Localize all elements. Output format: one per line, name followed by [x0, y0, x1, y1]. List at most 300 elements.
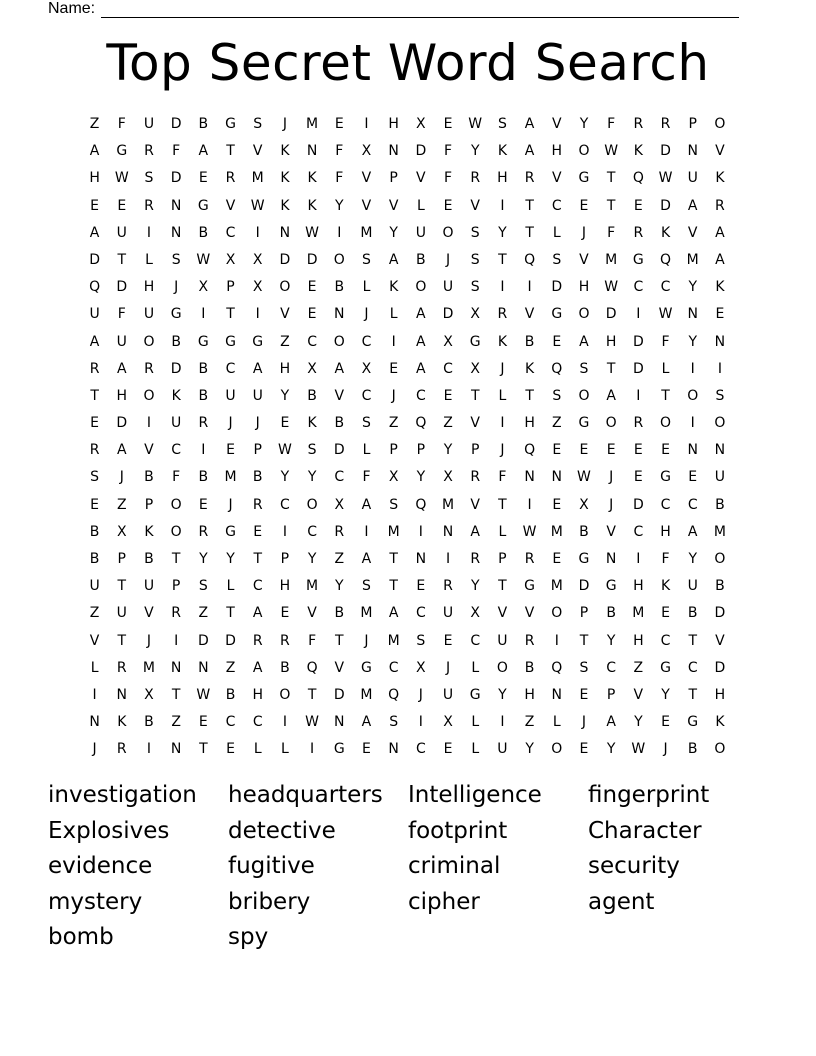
grid-letter: H [605, 333, 617, 350]
grid-letter: R [497, 306, 508, 323]
grid-letter: U [143, 116, 155, 132]
grid-letter: V [606, 523, 616, 540]
grid-letter: I [418, 523, 423, 540]
grid-letter: H [633, 632, 644, 649]
grid-letter: E [443, 197, 453, 214]
word-list-item: fingerprint [588, 782, 710, 808]
grid-letter: E [579, 442, 589, 459]
grid-letter: B [307, 387, 317, 404]
grid-letter: Y [498, 686, 507, 703]
grid-row [81, 464, 734, 491]
grid-letter: T [606, 197, 616, 214]
grid-letter: C [633, 523, 644, 540]
grid-letter: I [527, 496, 532, 513]
grid-letter: U [89, 578, 100, 595]
grid-letter: S [579, 360, 589, 377]
grid-letter: A [715, 224, 725, 241]
grid-letter: R [280, 632, 290, 649]
grid-letter: E [90, 197, 100, 214]
grid-letter: C [334, 469, 345, 486]
grid-letter: D [714, 605, 726, 622]
grid-letter: L [145, 251, 153, 268]
grid-letter: R [524, 551, 535, 567]
grid-letter: C [225, 714, 236, 731]
grid-letter: I [282, 714, 287, 731]
grid-letter: G [660, 659, 671, 676]
grid-letter: J [255, 415, 260, 432]
grid-letter: Y [470, 143, 480, 160]
grid-letter: G [605, 578, 617, 595]
grid-letter: S [307, 442, 317, 459]
grid-letter: M [550, 578, 563, 595]
grid-letter: K [389, 279, 399, 296]
grid-letter: X [579, 496, 589, 513]
grid-letter: C [252, 578, 263, 595]
grid-letter: X [470, 360, 481, 377]
grid-letter: V [225, 197, 236, 214]
grid-letter: Y [389, 224, 398, 241]
grid-letter: D [116, 415, 128, 432]
grid-letter: I [174, 632, 179, 649]
grid-letter: L [226, 578, 235, 595]
grid-letter: E [307, 306, 317, 323]
grid-letter: E [661, 714, 670, 731]
word-list-item: cipher [408, 888, 480, 915]
grid-letter: H [497, 170, 508, 187]
grid-letter: E [226, 442, 235, 459]
grid-letter: B [579, 523, 589, 540]
grid-letter: G [632, 251, 644, 268]
grid-letter: C [660, 632, 671, 649]
grid-letter: Q [388, 686, 400, 703]
grid-letter: A [687, 523, 698, 540]
grid-letter: R [633, 116, 644, 132]
grid-letter: T [579, 632, 589, 649]
grid-letter: A [416, 333, 426, 350]
grid-letter: Y [688, 551, 697, 567]
grid-letter: P [389, 442, 398, 459]
grid-letter: L [281, 741, 289, 758]
grid-row [81, 736, 734, 763]
grid-letter: N [198, 659, 209, 676]
grid-letter: F [172, 469, 181, 486]
grid-letter: V [470, 197, 480, 214]
grid-letter: T [199, 741, 208, 758]
grid-letter: Z [334, 551, 345, 567]
grid-letter: M [387, 523, 400, 540]
grid-letter: U [442, 279, 454, 296]
grid-letter: Y [470, 578, 480, 595]
grid-letter: E [198, 714, 208, 731]
grid-letter: B [198, 469, 209, 486]
word-list-item: spy [228, 924, 269, 951]
grid-letter: P [389, 170, 398, 187]
grid-letter: T [226, 306, 235, 323]
grid-letter: Z [89, 605, 100, 622]
grid-letter: A [579, 333, 589, 350]
grid-letter: Y [579, 116, 589, 132]
grid-row [81, 709, 734, 736]
grid-letter: J [609, 469, 614, 486]
grid-letter: H [578, 279, 590, 296]
grid-letter: A [334, 360, 345, 377]
grid-letter: O [714, 741, 726, 758]
grid-letter: U [116, 333, 127, 350]
grid-letter: Q [632, 170, 644, 187]
grid-letter: O [279, 279, 291, 296]
grid-letter: Y [606, 741, 616, 758]
grid-letter: E [552, 496, 562, 513]
grid-letter: L [498, 523, 507, 540]
name-underline[interactable] [101, 3, 739, 18]
grid-letter: N [89, 714, 100, 731]
grid-letter: G [197, 197, 209, 214]
grid-letter: C [361, 387, 372, 404]
grid-letter: I [690, 415, 695, 432]
grid-letter: Q [415, 496, 427, 513]
word-list-item: Intelligence [408, 782, 542, 808]
grid-letter: N [170, 741, 182, 758]
grid-letter: G [225, 333, 236, 350]
grid-letter: M [142, 659, 156, 676]
grid-letter: D [170, 170, 182, 187]
grid-letter: Y [226, 551, 235, 567]
grid-letter: P [498, 551, 507, 567]
grid-letter: E [117, 197, 127, 214]
grid-letter: D [415, 143, 427, 160]
grid-letter: M [550, 523, 563, 540]
grid-letter: F [661, 333, 670, 350]
grid-letter: V [280, 306, 290, 323]
grid-letter: E [307, 279, 317, 296]
grid-letter: C [171, 442, 182, 459]
grid-letter: J [364, 632, 369, 649]
grid-letter: Y [307, 551, 317, 567]
grid-letter: Y [280, 469, 290, 486]
grid-letter: S [470, 224, 480, 241]
grid-row [81, 220, 734, 247]
grid-letter: A [252, 605, 263, 622]
grid-letter: E [579, 686, 589, 703]
grid-letter: I [364, 116, 369, 132]
grid-letter: X [144, 686, 154, 703]
grid-letter: G [252, 333, 264, 350]
grid-letter: S [497, 116, 507, 132]
grid-letter: M [360, 686, 373, 703]
grid-letter: E [715, 306, 725, 323]
grid-letter: D [632, 333, 644, 350]
word-list-item: Explosives [48, 817, 170, 844]
grid-letter: E [389, 360, 399, 377]
grid-letter: A [89, 224, 100, 241]
grid-letter: B [144, 551, 154, 567]
grid-letter: I [500, 714, 505, 731]
grid-letter: J [445, 659, 451, 676]
grid-letter: O [714, 415, 726, 432]
grid-letter: T [117, 578, 127, 595]
grid-letter: S [171, 251, 181, 268]
grid-letter: Q [89, 279, 101, 296]
grid-letter: I [364, 523, 369, 540]
grid-letter: P [253, 442, 262, 459]
grid-letter: B [687, 741, 698, 758]
grid-letter: S [579, 659, 589, 676]
grid-letter: W [577, 469, 591, 486]
grid-row [81, 138, 734, 165]
grid-letter: L [362, 442, 371, 459]
grid-letter: O [660, 415, 672, 432]
grid-letter: G [469, 333, 481, 350]
grid-letter: A [606, 714, 616, 731]
grid-letter: I [255, 224, 260, 241]
grid-letter: I [282, 523, 287, 540]
grid-letter: Z [280, 333, 290, 350]
grid-letter: U [225, 387, 236, 404]
grid-letter: D [225, 632, 236, 649]
grid-letter: Z [198, 605, 209, 622]
grid-letter: V [470, 496, 480, 513]
grid-letter: R [89, 360, 100, 377]
grid-letter: B [198, 387, 209, 404]
grid-letter: F [172, 143, 181, 160]
grid-letter: U [415, 224, 426, 241]
grid-letter: Y [606, 632, 616, 649]
grid-letter: V [89, 632, 100, 649]
grid-letter: Q [524, 251, 536, 268]
grid-letter: T [335, 632, 344, 649]
grid-letter: O [143, 333, 155, 350]
grid-letter: A [416, 306, 426, 323]
grid-letter: V [551, 170, 562, 187]
grid-letter: Y [688, 279, 697, 296]
grid-letter: N [551, 469, 563, 486]
grid-letter: S [362, 415, 371, 432]
grid-row [81, 329, 734, 356]
grid-letter: S [362, 251, 371, 268]
grid-row [81, 247, 734, 274]
grid-letter: B [144, 714, 154, 731]
grid-letter: H [116, 387, 128, 404]
grid-letter: T [90, 387, 99, 404]
grid-letter: W [522, 523, 537, 540]
grid-letter: R [89, 442, 100, 459]
grid-letter: P [688, 116, 697, 132]
grid-letter: C [307, 523, 317, 540]
grid-letter: P [226, 279, 235, 296]
grid-letter: S [715, 387, 725, 404]
grid-letter: U [687, 170, 698, 187]
word-list-item: footprint [408, 817, 508, 844]
grid-letter: S [470, 251, 480, 268]
grid-letter: W [305, 224, 320, 241]
grid-letter: C [633, 279, 644, 296]
grid-letter: V [524, 306, 535, 323]
grid-letter: T [226, 605, 235, 622]
grid-letter: N [334, 306, 345, 323]
grid-letter: G [197, 333, 209, 350]
grid-letter: K [307, 415, 317, 432]
grid-letter: A [116, 360, 127, 377]
grid-letter: T [498, 496, 507, 513]
grid-letter: L [389, 306, 398, 323]
page-title: Top Secret Word Search [106, 34, 710, 92]
grid-letter: B [687, 605, 698, 622]
grid-letter: A [606, 387, 616, 404]
grid-letter: T [498, 578, 507, 595]
grid-letter: V [715, 632, 725, 649]
grid-letter: C [470, 632, 481, 649]
grid-letter: R [116, 741, 127, 758]
grid-letter: F [498, 469, 507, 486]
grid-letter: Q [660, 251, 672, 268]
word-list-item: bribery [228, 888, 311, 915]
grid-letter: I [500, 279, 505, 296]
grid-letter: C [687, 659, 698, 676]
grid-letter: R [470, 551, 481, 567]
word-list-item: evidence [48, 853, 153, 880]
grid-letter: T [171, 686, 181, 703]
grid-letter: X [388, 469, 399, 486]
grid-letter: C [415, 605, 426, 622]
grid-letter: F [607, 116, 616, 132]
grid-letter: T [307, 686, 317, 703]
grid-letter: V [687, 224, 698, 241]
grid-letter: O [333, 251, 345, 268]
grid-letter: C [361, 333, 372, 350]
grid-letter: Z [388, 415, 399, 432]
grid-row [81, 655, 734, 682]
grid-letter: P [606, 686, 616, 703]
grid-letter: M [360, 605, 373, 622]
grid-letter: W [305, 714, 320, 731]
grid-letter: M [441, 496, 455, 513]
grid-letter: O [687, 387, 699, 404]
name-label: Name: [48, 0, 96, 17]
grid-letter: K [280, 197, 290, 214]
grid-letter: A [388, 605, 399, 622]
grid-letter: J [174, 279, 179, 296]
grid-letter: Z [443, 415, 453, 432]
grid-letter: L [471, 741, 480, 758]
grid-letter: V [361, 170, 372, 187]
grid-row [81, 682, 734, 709]
grid-letter: I [500, 415, 505, 432]
grid-letter: A [252, 659, 263, 676]
grid-letter: O [578, 387, 590, 404]
grid-letter: W [468, 116, 483, 132]
grid-row [81, 111, 734, 138]
grid-letter: N [442, 523, 454, 540]
grid-letter: O [415, 279, 427, 296]
grid-letter: L [471, 659, 480, 676]
grid-letter: U [252, 387, 263, 404]
grid-letter: A [524, 116, 535, 132]
grid-letter: K [144, 523, 154, 540]
grid-letter: N [415, 551, 427, 567]
grid-letter: O [605, 415, 617, 432]
grid-letter: B [280, 659, 290, 676]
grid-letter: E [552, 551, 562, 567]
grid-letter: J [146, 632, 152, 649]
grid-letter: O [496, 659, 508, 676]
grid-letter: W [250, 197, 265, 214]
grid-letter: T [606, 170, 616, 187]
grid-letter: M [251, 170, 264, 187]
grid-letter: R [252, 496, 263, 513]
grid-letter: B [252, 469, 263, 486]
grid-letter: Y [280, 387, 290, 404]
grid-letter: O [551, 741, 563, 758]
grid-letter: H [714, 686, 726, 703]
grid-letter: E [280, 605, 290, 622]
grid-letter: G [469, 686, 481, 703]
grid-letter: Y [634, 714, 643, 731]
grid-letter: F [661, 551, 670, 567]
grid-letter: E [633, 469, 643, 486]
grid-letter: R [198, 415, 209, 432]
grid-letter: G [225, 523, 236, 540]
grid-letter: Y [335, 578, 344, 595]
grid-letter: F [607, 224, 616, 241]
grid-letter: E [226, 741, 235, 758]
grid-row [81, 492, 734, 519]
grid-letter: A [470, 523, 480, 540]
grid-letter: H [143, 279, 155, 296]
grid-letter: G [225, 116, 236, 132]
grid-letter: T [606, 360, 616, 377]
grid-letter: N [687, 442, 698, 459]
grid-letter: V [361, 197, 372, 214]
grid-letter: R [252, 632, 263, 649]
grid-letter: R [171, 605, 182, 622]
grid-letter: T [226, 143, 235, 160]
grid-letter: B [144, 469, 154, 486]
grid-letter: E [334, 116, 344, 132]
grid-letter: T [117, 632, 127, 649]
grid-letter: T [117, 251, 127, 268]
grid-letter: V [551, 116, 562, 132]
grid-letter: E [661, 605, 670, 622]
grid-letter: M [306, 578, 319, 595]
grid-letter: Z [116, 496, 127, 513]
grid-letter: C [606, 659, 617, 676]
grid-letter: S [90, 469, 100, 486]
grid-letter: E [443, 632, 453, 649]
grid-letter: U [442, 686, 454, 703]
grid-letter: R [144, 143, 154, 160]
grid-letter: E [552, 333, 562, 350]
grid-letter: I [146, 224, 152, 241]
grid-letter: O [143, 387, 155, 404]
grid-letter: I [391, 333, 396, 350]
grid-letter: D [333, 442, 345, 459]
grid-letter: C [660, 279, 671, 296]
grid-letter: U [497, 741, 508, 758]
word-list-item: mystery [48, 888, 143, 915]
grid-letter: R [524, 170, 535, 187]
grid-letter: Q [524, 442, 536, 459]
grid-letter: S [552, 387, 562, 404]
grid-letter: B [334, 605, 345, 622]
grid-letter: Y [416, 469, 426, 486]
grid-letter: J [581, 224, 587, 241]
grid-letter: A [388, 251, 399, 268]
grid-letter: I [255, 306, 260, 323]
grid-letter: Z [225, 659, 236, 676]
grid-letter: V [524, 605, 535, 622]
grid-letter: K [497, 333, 507, 350]
grid-letter: Z [89, 116, 100, 132]
